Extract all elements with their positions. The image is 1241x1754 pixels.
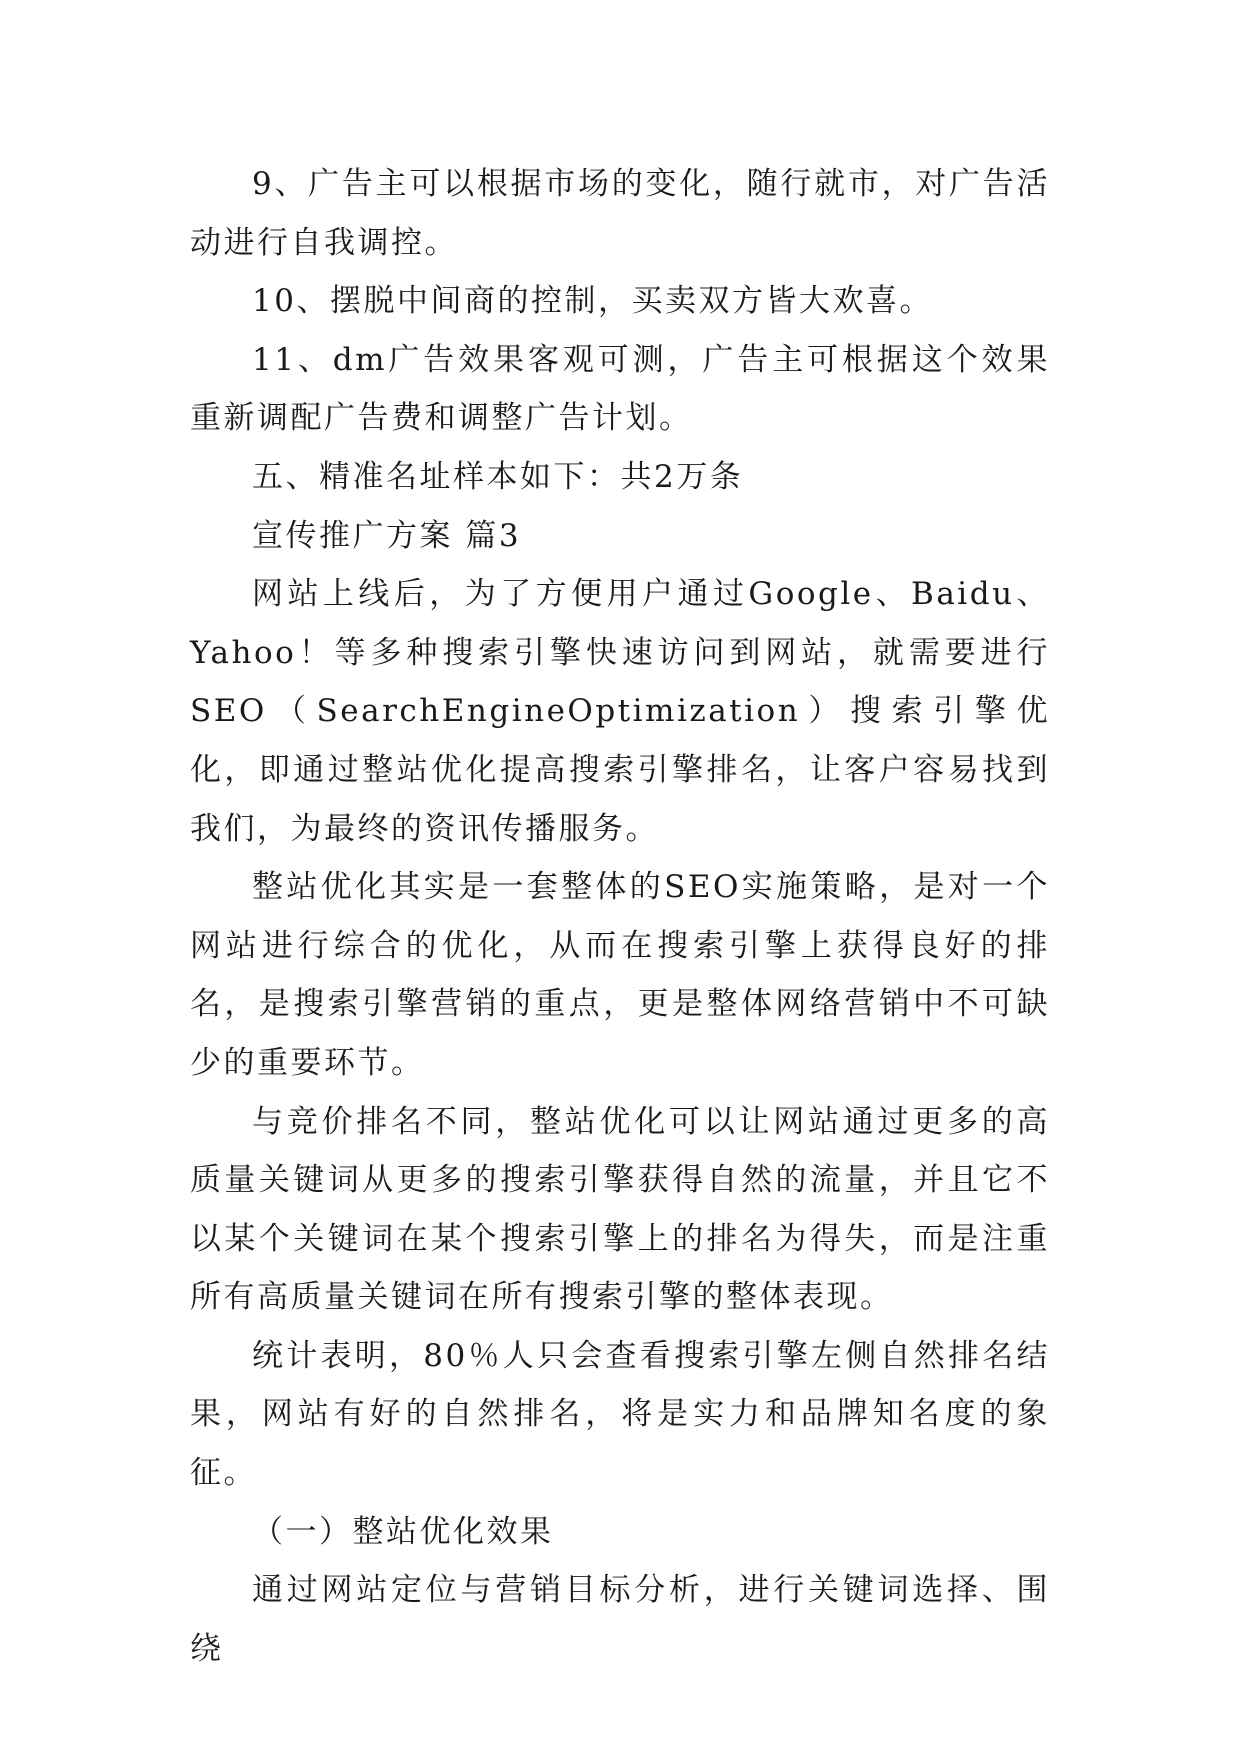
section-heading-optimization-effect: （一）整站优化效果 [252, 1513, 554, 1550]
paragraph-site-optimization: 整站优化其实是一套整体的SEO实施策略，是对一个网站进行综合的优化，从而在搜索引擎上获得良好的排名，是搜索引擎营销的重点，更是整体网络营销中不可缺少的重要环节。 [190, 869, 1050, 1081]
section-heading-plan-3: 宣传推广方案 篇3 [252, 517, 522, 554]
paragraph-positioning: 通过网站定位与营销目标分析，进行关键词选择、围绕 [190, 1572, 1050, 1667]
paragraph-vs-bidding: 与竞价排名不同，整站优化可以让网站通过更多的高质量关键词从更多的搜索引擎获得自然的流量，并且它不以某个关键词在某个搜索引擎上的排名为得失，而是注重所有高质量关键词在所有搜索引擎的整体表现。 [190, 1103, 1050, 1316]
section-heading-sample-addresses: 五、精准名址样本如下：共2万条 [252, 458, 744, 495]
document-body [190, 155, 1050, 1678]
paragraph-seo-intro: 网站上线后，为了方便用户通过Google、Baidu、Yahoo！等多种搜索引擎快速访问到网站，就需要进行SEO（SearchEngineOptimization）搜索引擎优化，即通过整站优化提高搜索引擎排名，让客户容易找到我们，为最终的资讯传播服务。 [190, 576, 1050, 847]
paragraph-item-11: 11、dm广告效果客观可测，广告主可根据这个效果重新调配广告费和调整广告计划。 [190, 341, 1050, 437]
paragraph-item-9: 9、广告主可以根据市场的变化，随行就市，对广告活动进行自我调控。 [190, 166, 1050, 261]
paragraph-statistics: 统计表明，80％人只会查看搜索引擎左侧自然排名结果，网站有好的自然排名，将是实力和品牌知名度的象征。 [190, 1337, 1050, 1492]
paragraph-item-10: 10、摆脱中间商的控制，买卖双方皆大欢喜。 [252, 283, 933, 320]
